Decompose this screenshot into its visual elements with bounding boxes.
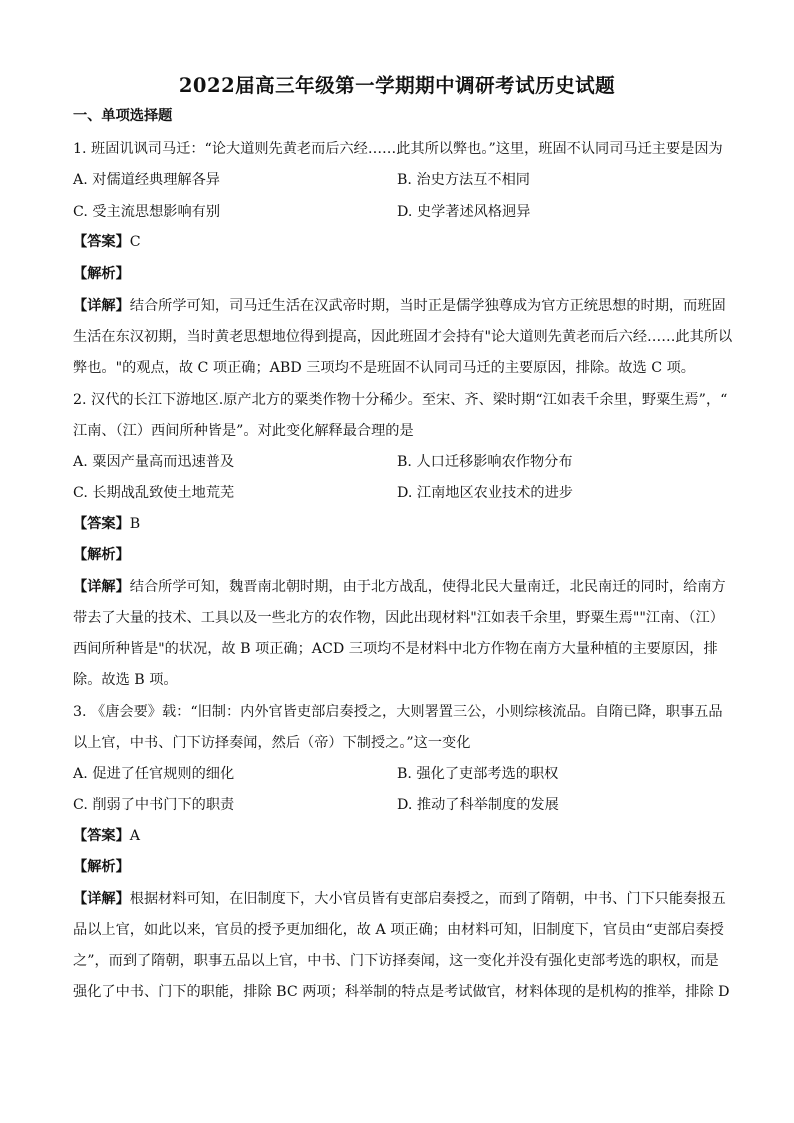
detail-text: 结合所学可知，魏晋南北朝时期，由于北方战乱，使得北民大量南迁，北民南迁的同时，给南方 [129, 579, 726, 595]
question-2-answer [73, 514, 733, 534]
section-heading: 一、单项选择题 [73, 108, 173, 124]
detail-text: 根据材料可知，在旧制度下，大小官员皆有吏部启奏授之，而到了隋朝，中书、门下只能奏报五 [129, 891, 726, 907]
question-3-answer [73, 826, 733, 846]
question-1-option-c: C. 受主流思想影响有别 [73, 204, 221, 220]
question-2-option-c: C. 长期战乱致使土地荒芜 [73, 485, 235, 501]
question-1-analysis-label: 【解析】 [73, 266, 130, 282]
question-1-answer [73, 232, 733, 252]
question-3-option-c: C. 削弱了中书门下的职责 [73, 797, 235, 813]
question-1-detail-line [73, 296, 733, 316]
detail-text: 结合所学可知，司马迁生活在汉武帝时期，当时正是儒学独尊成为官方正统思想的时期，而班固 [129, 298, 726, 314]
detail-label: 【详解】 [73, 298, 130, 314]
question-3-detail-line [73, 889, 733, 909]
question-2-option-b: B. 人口迁移影响农作物分布 [397, 454, 573, 470]
question-3-detail-line: 之”，而到了隋朝，职事五品以上官，中书、门下访择奏闻，这一变化并没有强化吏部考选的职权，而是 [73, 953, 719, 969]
answer-value: B [129, 516, 141, 532]
answer-label: 【答案】 [73, 516, 130, 532]
question-1-option-b: B. 治史方法互不相同 [397, 172, 530, 188]
question-2-detail-line: 带去了大量的技术、工具以及一些北方的农作物，因此出现材料"江如表千余里，野粟生焉""江南、（江） [73, 610, 724, 626]
question-3-option-b: B. 强化了吏部考选的职权 [397, 766, 559, 782]
question-3-analysis-label: 【解析】 [73, 859, 130, 875]
question-3-option-a: A. 促进了任官规则的细化 [73, 766, 235, 782]
question-1-stem: 1. 班固讥讽司马迁：“论大道则先黄老而后六经……此其所以弊也。”这里，班固不认同司马迁主要是因为 [73, 141, 723, 157]
question-2-detail-line: 西间所种皆是"的状况，故 B 项正确；ACD 三项均不是材料中北方作物在南方大量种植的主要原因，排 [73, 641, 718, 657]
question-3-detail-line: 强化了中书、门下的职能，排除 BC 两项；科举制的特点是考试做官，材料体现的是机构的推举，排除 D [73, 984, 730, 1000]
question-3-stem: 以上官，中书、门下访择奏闻，然后（帝）下制授之。”这一变化 [73, 735, 471, 751]
question-2-option-a: A. 粟因产量高而迅速普及 [73, 454, 235, 470]
question-2-detail-line: 除。故选 B 项。 [73, 672, 178, 688]
answer-label: 【答案】 [73, 828, 130, 844]
question-1-option-d: D. 史学著述风格迥异 [397, 204, 531, 220]
question-2-stem: 江南、（江）西间所种皆是”。对此变化解释最合理的是 [73, 423, 414, 439]
answer-value: C [129, 234, 141, 250]
page-title: 2022届高三年级第一学期期中调研考试历史试题 [178, 74, 616, 97]
question-2-detail-line [73, 577, 733, 597]
answer-value: A [129, 828, 141, 844]
detail-label: 【详解】 [73, 891, 130, 907]
question-1-detail-line: 生活在东汉初期，当时黄老思想地位得到提高，因此班固才会持有"论大道则先黄老而后六经……此其所以 [73, 329, 733, 345]
question-2-stem: 2. 汉代的长江下游地区.原产北方的粟类作物十分稀少。至宋、齐、梁时期“江如表千余里，野粟生焉”，“ [73, 392, 728, 408]
question-3-stem: 3. 《唐会要》载：“旧制：内外官皆吏部启奏授之，大则署置三公，小则综核流品。自隋已降，职事五品 [73, 704, 723, 720]
question-3-detail-line: 品以上官，如此以来，官员的授予更加细化，故 A 项正确；由材料可知，旧制度下，官员由“吏部启奏授 [73, 922, 724, 938]
question-2-option-d: D. 江南地区农业技术的进步 [397, 485, 573, 501]
question-1-detail-line: 弊也。"的观点，故 C 项正确；ABD 三项均不是班固不认同司马迁的主要原因，排除。故选 C 项。 [73, 360, 695, 376]
question-1-option-a: A. 对儒道经典理解各异 [73, 172, 220, 188]
detail-label: 【详解】 [73, 579, 130, 595]
question-3-option-d: D. 推动了科举制度的发展 [397, 797, 559, 813]
answer-label: 【答案】 [73, 234, 130, 250]
question-2-analysis-label: 【解析】 [73, 547, 130, 563]
